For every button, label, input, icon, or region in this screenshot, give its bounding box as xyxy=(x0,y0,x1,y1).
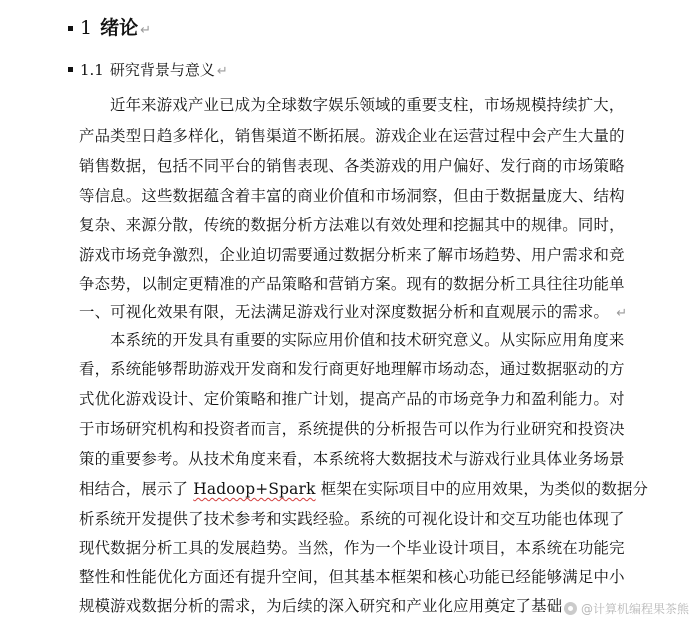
paragraph-1-line: 销售数据，包括不同平台的销售表现、各类游戏的用户偏好、发行商的市场策略 xyxy=(79,157,625,175)
paragraph-2-line-text: 框架在实际项目中的应用效果，为类似的数据分 xyxy=(315,480,649,498)
paragraph-1-line: 近年来游戏产业已成为全球数字娱乐领域的重要支柱，市场规模持续扩大， xyxy=(110,96,625,114)
heading-bullet-icon xyxy=(68,26,73,31)
paragraph-2-line: 策的重要参考。从技术角度来看，本系统将大数据技术与游戏行业具体业务场景 xyxy=(79,450,625,468)
paragraph-2-line-text: 相结合，展示了 xyxy=(79,480,194,498)
paragraph-2-line: 于市场研究机构和投资者而言，系统提供的分析报告可以作为行业研究和投资决 xyxy=(79,420,625,438)
paragraph-2-line: 析系统开发提供了技术参考和实践经验。系统的可视化设计和交互功能也体现了 xyxy=(79,510,625,528)
heading-2 xyxy=(68,59,228,80)
heading-bullet-icon xyxy=(68,67,73,72)
paragraph-2-line: 看，系统能够帮助游戏开发商和发行商更好地理解市场动态，通过数据驱动的方 xyxy=(79,360,625,378)
heading-1 xyxy=(68,13,151,40)
paragraph-2-line: 整性和性能优化方面还有提升空间，但其基本框架和核心功能已经能够满足中小 xyxy=(79,568,625,586)
paragraph-1-line: 产品类型日趋多样化，销售渠道不断拓展。游戏企业在运营过程中会产生大量的 xyxy=(79,127,625,145)
paragraph-2-line-with-term xyxy=(79,479,648,499)
paragraph-mark-icon: ↵ xyxy=(140,23,152,38)
paragraph-1-line: 游戏市场竞争激烈，企业迫切需要通过数据分析来了解市场趋势、用户需求和竞 xyxy=(79,246,625,264)
watermark-text: @计算机编程果茶熊 xyxy=(580,602,689,616)
heading-2-title: 研究背景与意义 xyxy=(109,61,215,79)
watermark xyxy=(564,600,689,617)
paragraph-2-line: 规模游戏数据分析的需求，为后续的深入研究和产业化应用奠定了基础 xyxy=(79,597,563,615)
circle-logo-icon xyxy=(564,602,577,615)
paragraph-1-line: 等信息。这些数据蕴含着丰富的商业价值和市场洞察，但由于数据量庞大、结构 xyxy=(79,187,625,205)
heading-2-number: 1.1 xyxy=(80,61,104,79)
paragraph-1-line-text: 一、可视化效果有限，无法满足游戏行业对深度数据分析和直观展示的需求。 xyxy=(79,303,610,321)
paragraph-1-line: 复杂、来源分散，传统的数据分析方法难以有效处理和挖掘其中的规律。同时， xyxy=(79,216,625,234)
heading-1-title: 绪论 xyxy=(100,17,139,39)
paragraph-2-line: 式优化游戏设计、定价策略和推广计划，提高产品的市场竞争力和盈利能力。对 xyxy=(79,390,625,408)
paragraph-mark-icon: ↵ xyxy=(616,306,628,321)
paragraph-mark-icon: ↵ xyxy=(216,64,228,79)
heading-1-number: 1 xyxy=(80,17,93,39)
paragraph-2-line: 本系统的开发具有重要的实际应用价值和技术研究意义。从实际应用角度来 xyxy=(110,331,625,349)
paragraph-2-line: 现代数据分析工具的发展趋势。当然，作为一个毕业设计项目，本系统在功能完 xyxy=(79,539,625,557)
paragraph-1-last-line xyxy=(79,302,627,324)
spellcheck-flagged-term: Hadoop+Spark xyxy=(193,480,316,498)
paragraph-1-line: 争态势，以制定更精准的产品策略和营销方案。现有的数据分析工具往往功能单 xyxy=(79,275,625,293)
